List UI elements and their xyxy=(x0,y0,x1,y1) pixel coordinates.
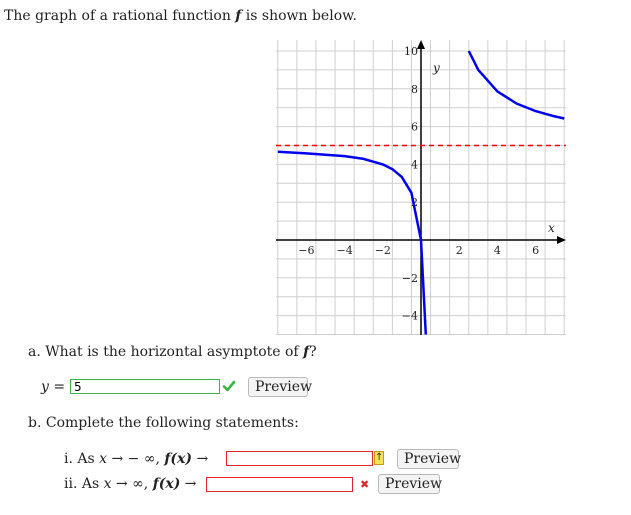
statement-i-fx: f(x) xyxy=(164,451,193,467)
answer-b2-input[interactable] xyxy=(206,477,353,492)
y-tick-label: 10 xyxy=(404,45,418,58)
preview-b1-button[interactable]: Preview xyxy=(397,449,459,469)
y-tick-label: 2 xyxy=(411,196,418,210)
question-a-f: f xyxy=(303,344,310,360)
statement-i-arrow: → − ∞, xyxy=(107,451,165,467)
preview-b2-button[interactable]: Preview xyxy=(378,474,440,494)
x-tick-label: 4 xyxy=(493,244,501,257)
caret-icon[interactable]: ↑ xyxy=(375,452,384,463)
x-tick-label: 6 xyxy=(532,244,540,257)
statement-ii-tail: → xyxy=(180,476,197,492)
x-tick-label: −4 xyxy=(336,244,353,257)
statement-i-tail: → xyxy=(192,451,209,467)
graph-svg xyxy=(276,40,566,335)
intro-f: f xyxy=(235,8,242,24)
answer-b1-input[interactable] xyxy=(226,451,373,466)
statement-ii-arrow: → ∞, xyxy=(111,476,153,492)
statement-i xyxy=(64,451,208,467)
x-axis-label: x xyxy=(548,221,555,235)
y-tick-label: −4 xyxy=(401,309,418,323)
statement-ii-fx: f(x) xyxy=(152,476,181,492)
statement-i-x: x xyxy=(99,451,108,467)
y-tick-label: 8 xyxy=(411,82,418,96)
statement-i-prefix: i. As xyxy=(64,451,100,467)
answer-a-input[interactable] xyxy=(70,379,220,394)
intro-suffix: is shown below. xyxy=(241,8,357,24)
question-b: b. Complete the following statements: xyxy=(28,415,299,431)
curve-branch-2 xyxy=(469,51,565,119)
y-axis-arrow-icon xyxy=(417,40,425,49)
problem-intro xyxy=(4,8,357,24)
x-tick-label: −6 xyxy=(298,244,315,257)
y-axis-label: y xyxy=(433,61,440,75)
check-icon xyxy=(222,379,236,393)
statement-ii-x: x xyxy=(103,476,112,492)
preview-a-button[interactable]: Preview xyxy=(248,377,308,397)
statement-ii-prefix: ii. As xyxy=(64,476,104,492)
question-a-suffix: ? xyxy=(309,344,317,360)
intro-prefix: The graph of a rational function xyxy=(4,8,236,24)
question-a xyxy=(28,344,317,360)
question-a-prefix: a. What is the horizontal asymptote of xyxy=(28,344,304,360)
y-tick-label: 4 xyxy=(411,158,418,172)
statement-ii xyxy=(64,476,197,492)
x-tick-label: 2 xyxy=(455,244,463,257)
answer-a-label: y = xyxy=(41,379,66,395)
rational-function-graph xyxy=(276,40,566,335)
y-tick-label: −2 xyxy=(401,271,418,285)
x-tick-label: −2 xyxy=(374,244,391,257)
x-icon: ✖ xyxy=(360,478,370,491)
y-tick-label: 6 xyxy=(411,120,418,134)
